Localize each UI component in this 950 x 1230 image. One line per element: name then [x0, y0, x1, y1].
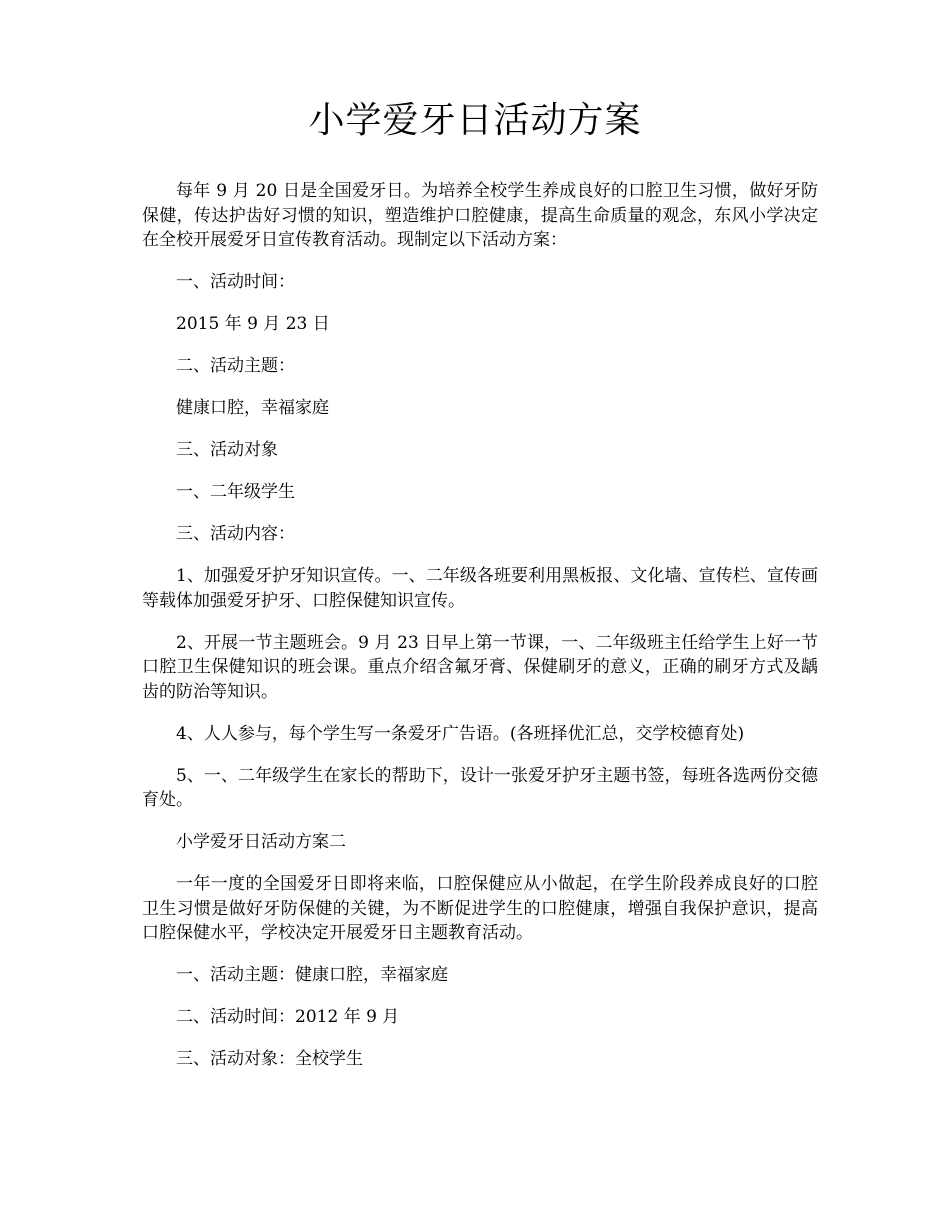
paragraph-content-heading: 三、活动内容： — [176, 524, 295, 544]
paragraph-time-heading: 一、活动时间： — [176, 272, 295, 292]
paragraph-theme-value: 健康口腔，幸福家庭 — [176, 398, 329, 418]
paragraph-intro: 每年 9 月 20 日是全国爱牙日。为培养全校学生养成良好的口腔卫生习惯，做好牙防保健，传达护齿好习惯的知识，塑造维护口腔健康，提高生命质量的观念，东风小学决定在全校开展爱牙日宣传教育活动。现制定以下活动方案： — [142, 181, 818, 250]
paragraph-plan-two-audience: 三、活动对象：全校学生 — [176, 1049, 363, 1069]
paragraph-plan-two-intro: 一年一度的全国爱牙日即将来临，口腔保健应从小做起，在学生阶段养成良好的口腔卫生习惯是做好牙防保健的关键，为不断促进学生的口腔健康，增强自我保护意识，提高口腔保健水平，学校决定开展爱牙日主题教育活动。 — [142, 874, 818, 943]
paragraph-theme-heading: 二、活动主题： — [176, 356, 295, 376]
paragraph-plan-two-time: 二、活动时间：2012 年 9 月 — [176, 1007, 400, 1027]
paragraph-time-value: 2015 年 9 月 23 日 — [176, 314, 330, 334]
paragraph-content-item-5: 5、一、二年级学生在家长的帮助下，设计一张爱牙护牙主题书签，每班各选两份交德育处。 — [142, 765, 818, 810]
document-body — [142, 179, 818, 1072]
paragraph-plan-two-theme: 一、活动主题：健康口腔，幸福家庭 — [176, 965, 448, 985]
document-title: 小学爱牙日活动方案 — [308, 100, 642, 141]
paragraph-audience-heading: 三、活动对象 — [176, 440, 278, 460]
paragraph-content-item-2: 2、开展一节主题班会。9 月 23 日早上第一节课，一、二年级班主任给学生上好一节口腔卫生保健知识的班会课。重点介绍含氟牙膏、保健刷牙的意义，正确的刷牙方式及龋齿的防治等知识。 — [142, 632, 818, 702]
paragraph-content-item-1: 1、加强爱牙护牙知识宣传。一、二年级各班要利用黑板报、文化墙、宣传栏、宣传画等载体加强爱牙护牙、口腔保健知识宣传。 — [142, 566, 818, 611]
paragraph-audience-value: 一、二年级学生 — [176, 482, 295, 502]
paragraph-content-item-4: 4、人人参与，每个学生写一条爱牙广告语。(各班择优汇总，交学校德育处) — [176, 723, 745, 744]
paragraph-plan-two-heading: 小学爱牙日活动方案二 — [176, 832, 346, 852]
